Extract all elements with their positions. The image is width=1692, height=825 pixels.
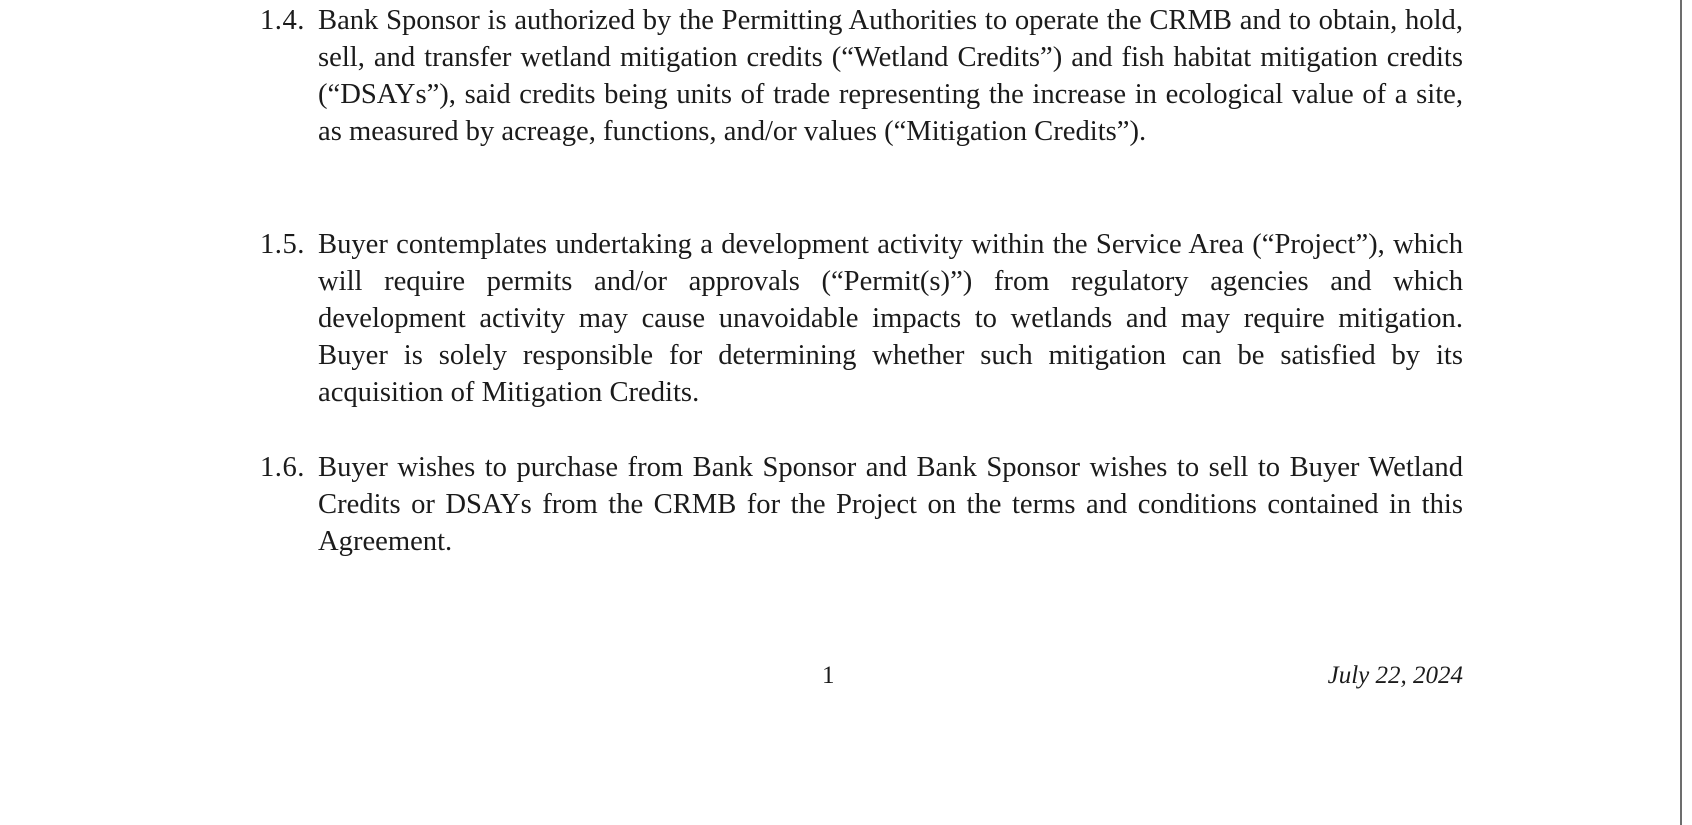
clause-1-6 (260, 449, 1463, 560)
clause-1-5 (260, 226, 1463, 411)
clause-number: 1.4. (260, 5, 305, 36)
scan-edge-line (1680, 0, 1682, 825)
footer-date: July 22, 2024 (1327, 662, 1463, 689)
clause-1-4 (260, 2, 1463, 150)
clause-text: Bank Sponsor is authorized by the Permitting Authorities to operate the CRMB and to obtain, hold, sell, and transfer wetland mitigation credits (“Wetland Credits”) and fish habitat mitigation credits (“DSAYs”), said credits being units of trade representing the increase in ecological value of a site, as measured by acreage, functions, and/or values (“Mitigation Credits”). (318, 5, 1463, 147)
clause-number: 1.5. (260, 229, 305, 260)
clause-text: Buyer wishes to purchase from Bank Sponsor and Bank Sponsor wishes to sell to Buyer Wetland Credits or DSAYs from the CRMB for the Project on the terms and conditions contained in this Agreement. (318, 452, 1463, 557)
page-number: 1 (822, 662, 835, 689)
clause-text: Buyer contemplates undertaking a development activity within the Service Area (“Project”), which will require permits and/or approvals (“Permit(s)”) from regulatory agencies and which development activity may cause unavoidable impacts to wetlands and may require mitigation. Buyer is solely responsible for determining whether such mitigation can be satisfied by its acquisition of Mitigation Credits. (318, 229, 1463, 408)
clause-number: 1.6. (260, 452, 305, 483)
